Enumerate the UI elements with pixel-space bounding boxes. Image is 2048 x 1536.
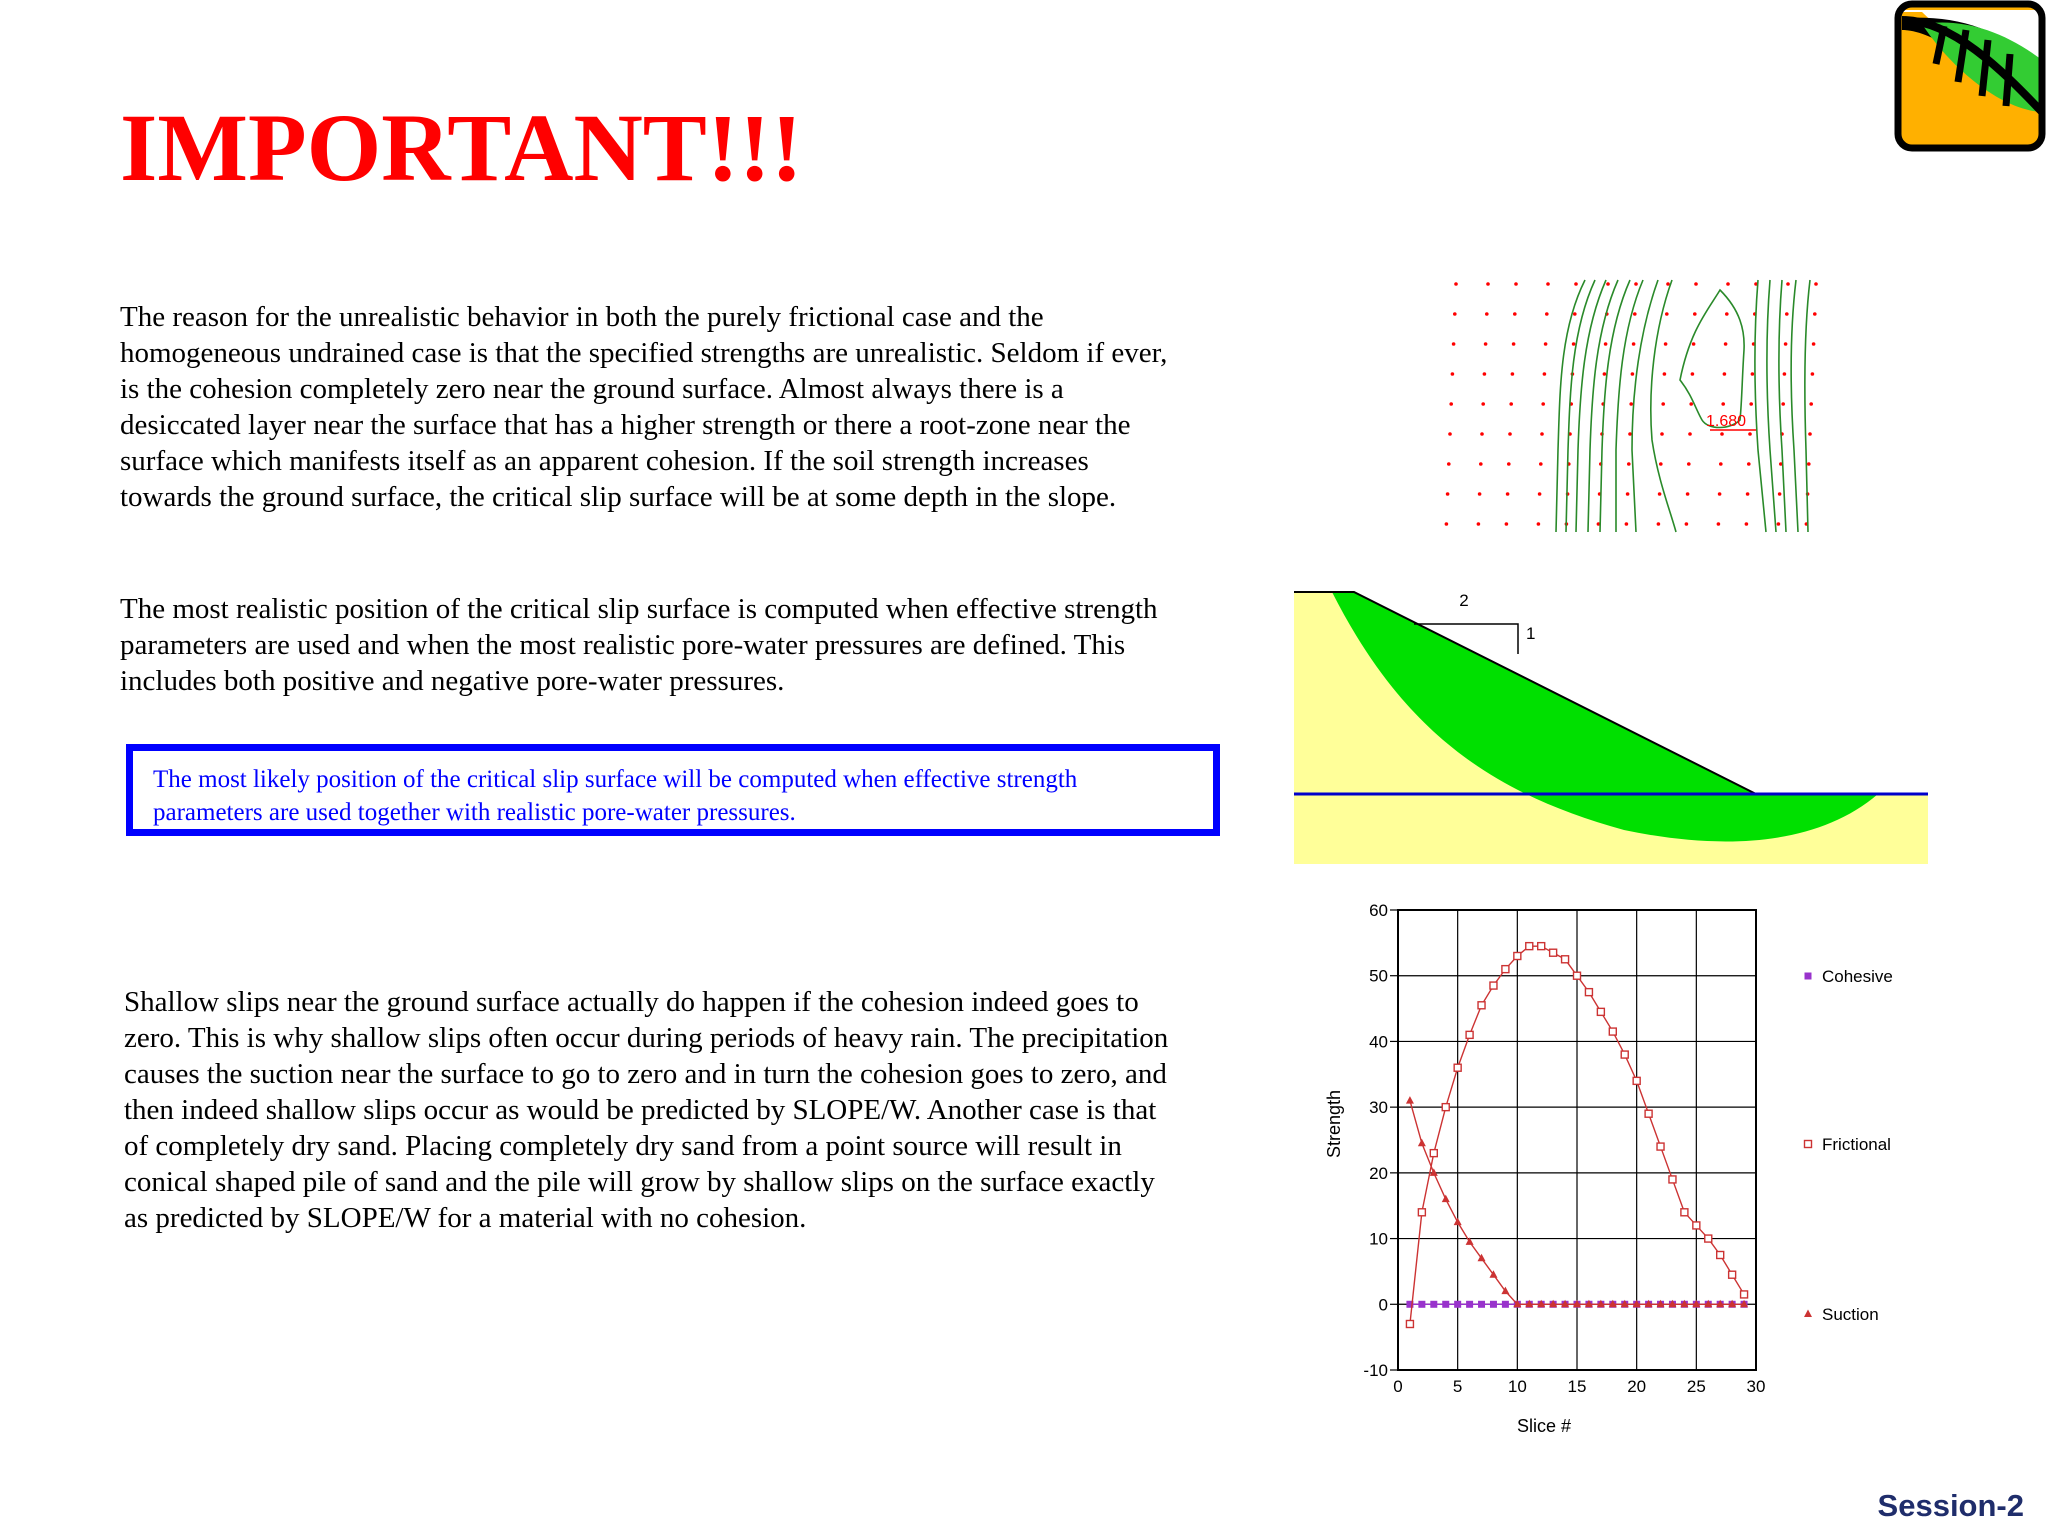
- grid-point: [1658, 492, 1662, 496]
- grid-point: [1509, 402, 1513, 406]
- contour-line: [1755, 280, 1766, 532]
- data-point: [1741, 1291, 1748, 1298]
- data-point: [1717, 1252, 1724, 1259]
- data-point: [1406, 1321, 1413, 1328]
- grid-point: [1660, 432, 1664, 436]
- data-point: [1693, 1222, 1700, 1229]
- grid-point: [1693, 312, 1697, 316]
- grid-point: [1666, 282, 1670, 286]
- grid-point: [1452, 342, 1456, 346]
- grid-point: [1486, 282, 1490, 286]
- callout-text: The most likely position of the critical slip surface will be computed when effective strength parameters are used together with realistic pore-water pressures.: [153, 766, 1078, 826]
- data-point: [1526, 943, 1533, 950]
- grid-point: [1447, 462, 1451, 466]
- y-tick-label: 50: [1369, 966, 1388, 986]
- legend-item: [1805, 967, 1893, 986]
- grid-point: [1451, 372, 1455, 376]
- grid-point: [1718, 492, 1722, 496]
- y-axis-label: Strength: [1324, 1089, 1344, 1159]
- contour-line: [1632, 280, 1658, 532]
- grid-point: [1479, 462, 1483, 466]
- grid-point: [1454, 282, 1458, 286]
- contour-line: [1616, 280, 1643, 532]
- grid-point: [1478, 492, 1482, 496]
- grid-point: [1574, 282, 1578, 286]
- grid-point: [1808, 432, 1812, 436]
- grid-point: [1751, 372, 1755, 376]
- data-point: [1729, 1271, 1736, 1278]
- y-tick-label: 60: [1369, 901, 1388, 920]
- page-title: IMPORTANT!!!: [120, 94, 803, 201]
- grid-point: [1686, 492, 1690, 496]
- grid-point: [1786, 282, 1790, 286]
- grid-point: [1661, 402, 1665, 406]
- grid-point: [1781, 402, 1785, 406]
- grid-point: [1485, 312, 1489, 316]
- data-point: [1442, 1301, 1449, 1308]
- grid-point: [1632, 342, 1636, 346]
- grid-point: [1545, 312, 1549, 316]
- grid-point: [1604, 342, 1608, 346]
- grid-point: [1628, 432, 1632, 436]
- data-point: [1454, 1064, 1461, 1071]
- grid-point: [1778, 492, 1782, 496]
- legend-label: Frictional: [1822, 1135, 1891, 1154]
- data-point: [1621, 1051, 1628, 1058]
- data-point: [1406, 1096, 1414, 1104]
- grid-point: [1540, 432, 1544, 436]
- legend-item: [1804, 1305, 1879, 1324]
- grid-point: [1481, 402, 1485, 406]
- grid-point: [1541, 402, 1545, 406]
- grid-point: [1719, 462, 1723, 466]
- data-point: [1466, 1301, 1473, 1308]
- grid-point: [1544, 342, 1548, 346]
- legend-label: Cohesive: [1822, 967, 1893, 986]
- data-point: [1466, 1031, 1473, 1038]
- data-point: [1609, 1028, 1616, 1035]
- grid-point: [1446, 492, 1450, 496]
- contour-label: 1.680: [1706, 413, 1747, 430]
- x-tick-label: 20: [1627, 1377, 1647, 1396]
- data-point: [1490, 982, 1497, 989]
- grid-point: [1634, 282, 1638, 286]
- grid-point: [1691, 372, 1695, 376]
- grid-point: [1603, 372, 1607, 376]
- strength-chart: [1300, 880, 1900, 1440]
- grid-point: [1811, 372, 1815, 376]
- data-point: [1442, 1195, 1450, 1203]
- contour-line: [1651, 280, 1676, 532]
- grid-point: [1445, 522, 1449, 526]
- contour-line: [1767, 280, 1776, 532]
- y-tick-label: 40: [1369, 1032, 1388, 1052]
- x-tick-label: 10: [1507, 1377, 1527, 1396]
- grid-point: [1573, 312, 1577, 316]
- data-point: [1574, 972, 1581, 979]
- grid-point: [1543, 372, 1547, 376]
- grid-point: [1538, 492, 1542, 496]
- grid-point: [1663, 372, 1667, 376]
- data-point: [1804, 1310, 1812, 1318]
- data-point: [1805, 973, 1812, 980]
- grid-point: [1689, 402, 1693, 406]
- grid-point: [1688, 432, 1692, 436]
- data-point: [1418, 1301, 1425, 1308]
- paragraph-unrealistic-behavior: The reason for the unrealistic behavior in both the purely frictional case and the homogeneous undrained case is that the specified strengths are unrealistic. Seldom if ever, is the cohesion completely zero near the ground surface. Almost always there is a desiccated layer near the surface that has a higher strength or there a root-zone near the surface which manifests itself as an apparent cohesion. If the soil strength increases towards the ground surface, the critical slip surface will be at some depth in the slope.: [120, 301, 1168, 513]
- slope-rise-label: 1: [1526, 624, 1536, 643]
- grid-point: [1694, 282, 1698, 286]
- grid-point: [1448, 432, 1452, 436]
- grid-point: [1725, 312, 1729, 316]
- x-tick-label: 15: [1567, 1377, 1587, 1396]
- data-point: [1657, 1143, 1664, 1150]
- grid-point: [1480, 432, 1484, 436]
- data-point: [1454, 1218, 1462, 1226]
- grid-point: [1812, 342, 1816, 346]
- data-point: [1597, 1008, 1604, 1015]
- grid-point: [1514, 282, 1518, 286]
- data-point: [1418, 1139, 1426, 1147]
- grid-point: [1726, 282, 1730, 286]
- grid-point: [1748, 432, 1752, 436]
- grid-point: [1685, 522, 1689, 526]
- grid-point: [1507, 462, 1511, 466]
- grid-point: [1687, 462, 1691, 466]
- grid-point: [1453, 312, 1457, 316]
- grid-point: [1784, 342, 1788, 346]
- data-point: [1805, 1141, 1812, 1148]
- grid-point: [1749, 402, 1753, 406]
- data-point: [1705, 1235, 1712, 1242]
- grid-point: [1625, 522, 1629, 526]
- grid-point: [1720, 432, 1724, 436]
- grid-point: [1747, 462, 1751, 466]
- data-point: [1550, 949, 1557, 956]
- data-point: [1585, 989, 1592, 996]
- grid-point: [1746, 492, 1750, 496]
- grid-point: [1629, 402, 1633, 406]
- grid-point: [1692, 342, 1696, 346]
- grid-point: [1626, 492, 1630, 496]
- data-point: [1502, 1301, 1509, 1308]
- grid-point: [1572, 342, 1576, 346]
- contour-line: [1791, 280, 1798, 532]
- grid-point: [1606, 282, 1610, 286]
- data-point: [1514, 953, 1521, 960]
- y-tick-label: 0: [1378, 1295, 1388, 1315]
- data-point: [1538, 943, 1545, 950]
- data-point: [1430, 1301, 1437, 1308]
- grid-point: [1813, 312, 1817, 316]
- data-point: [1490, 1301, 1497, 1308]
- data-point: [1418, 1209, 1425, 1216]
- data-point: [1633, 1077, 1640, 1084]
- legend-item: [1805, 1135, 1891, 1154]
- data-point: [1478, 1002, 1485, 1009]
- factor-of-safety-contour-plot: [1440, 270, 1840, 542]
- data-point: [1681, 1209, 1688, 1216]
- data-point: [1562, 956, 1569, 963]
- grid-point: [1483, 372, 1487, 376]
- grid-point: [1537, 522, 1541, 526]
- grid-point: [1814, 282, 1818, 286]
- x-tick-label: 25: [1686, 1377, 1706, 1396]
- grid-point: [1512, 342, 1516, 346]
- slope-cross-section: [1294, 584, 1928, 864]
- slope-logo-icon: [1892, 0, 2048, 153]
- x-tick-label: 0: [1393, 1377, 1403, 1396]
- x-tick-label: 30: [1746, 1377, 1766, 1396]
- y-tick-label: 30: [1369, 1098, 1388, 1118]
- grid-point: [1627, 462, 1631, 466]
- data-point: [1502, 966, 1509, 973]
- grid-point: [1546, 282, 1550, 286]
- paragraph-shallow-slips: Shallow slips near the ground surface actually do happen if the cohesion indeed goes to zero. This is why shallow slips often occur during periods of heavy rain. The precipitation causes the suction near the surface to go to zero and in turn the cohesion goes to zero, and then indeed shallow slips occur as would be predicted by SLOPE/W. Another case is that of completely dry sand. Placing completely dry sand from a point source will result in conical shaped pile of sand and the pile will grow by shallow slips on the surface exactly as predicted by SLOPE/W for a material with no cohesion.: [124, 986, 1169, 1234]
- data-point: [1669, 1176, 1676, 1183]
- paragraph-realistic-position: The most realistic position of the critical slip surface is computed when effective strength parameters are used and when the most realistic pore-water pressures are defined. This includes both positive and negative pore-water pressures.: [120, 593, 1158, 697]
- data-point: [1442, 1104, 1449, 1111]
- grid-point: [1539, 462, 1543, 466]
- grid-point: [1723, 372, 1727, 376]
- data-point: [1454, 1301, 1461, 1308]
- data-point: [1430, 1150, 1437, 1157]
- grid-point: [1745, 522, 1749, 526]
- grid-point: [1785, 312, 1789, 316]
- legend-label: Suction: [1822, 1305, 1879, 1324]
- grid-point: [1508, 432, 1512, 436]
- grid-point: [1633, 312, 1637, 316]
- x-tick-label: 5: [1452, 1377, 1463, 1396]
- grid-point: [1477, 522, 1481, 526]
- grid-point: [1659, 462, 1663, 466]
- grid-point: [1665, 312, 1669, 316]
- callout-box: [126, 744, 1220, 836]
- grid-point: [1664, 342, 1668, 346]
- data-point: [1478, 1301, 1485, 1308]
- slope-run-label: 2: [1459, 591, 1469, 610]
- session-label: Session-2: [1877, 1488, 2024, 1523]
- grid-point: [1513, 312, 1517, 316]
- grid-point: [1631, 372, 1635, 376]
- contour-lines: [1556, 280, 1810, 532]
- grid-point: [1724, 342, 1728, 346]
- grid-point: [1721, 402, 1725, 406]
- grid-point: [1449, 402, 1453, 406]
- grid-point: [1511, 372, 1515, 376]
- grid-point: [1657, 522, 1661, 526]
- grid-point: [1777, 522, 1781, 526]
- y-tick-label: 10: [1369, 1229, 1388, 1249]
- grid-point: [1783, 372, 1787, 376]
- contour-line: [1680, 290, 1747, 430]
- grid-point: [1807, 462, 1811, 466]
- data-point: [1645, 1110, 1652, 1117]
- chart-legend: [1804, 967, 1893, 1324]
- grid-point: [1505, 522, 1509, 526]
- y-tick-label: -10: [1363, 1361, 1388, 1380]
- grid-point: [1484, 342, 1488, 346]
- grid-point: [1717, 522, 1721, 526]
- x-axis-label: Slice #: [1516, 1416, 1572, 1436]
- y-tick-label: 20: [1369, 1163, 1388, 1183]
- grid-point: [1506, 492, 1510, 496]
- grid-point: [1809, 402, 1813, 406]
